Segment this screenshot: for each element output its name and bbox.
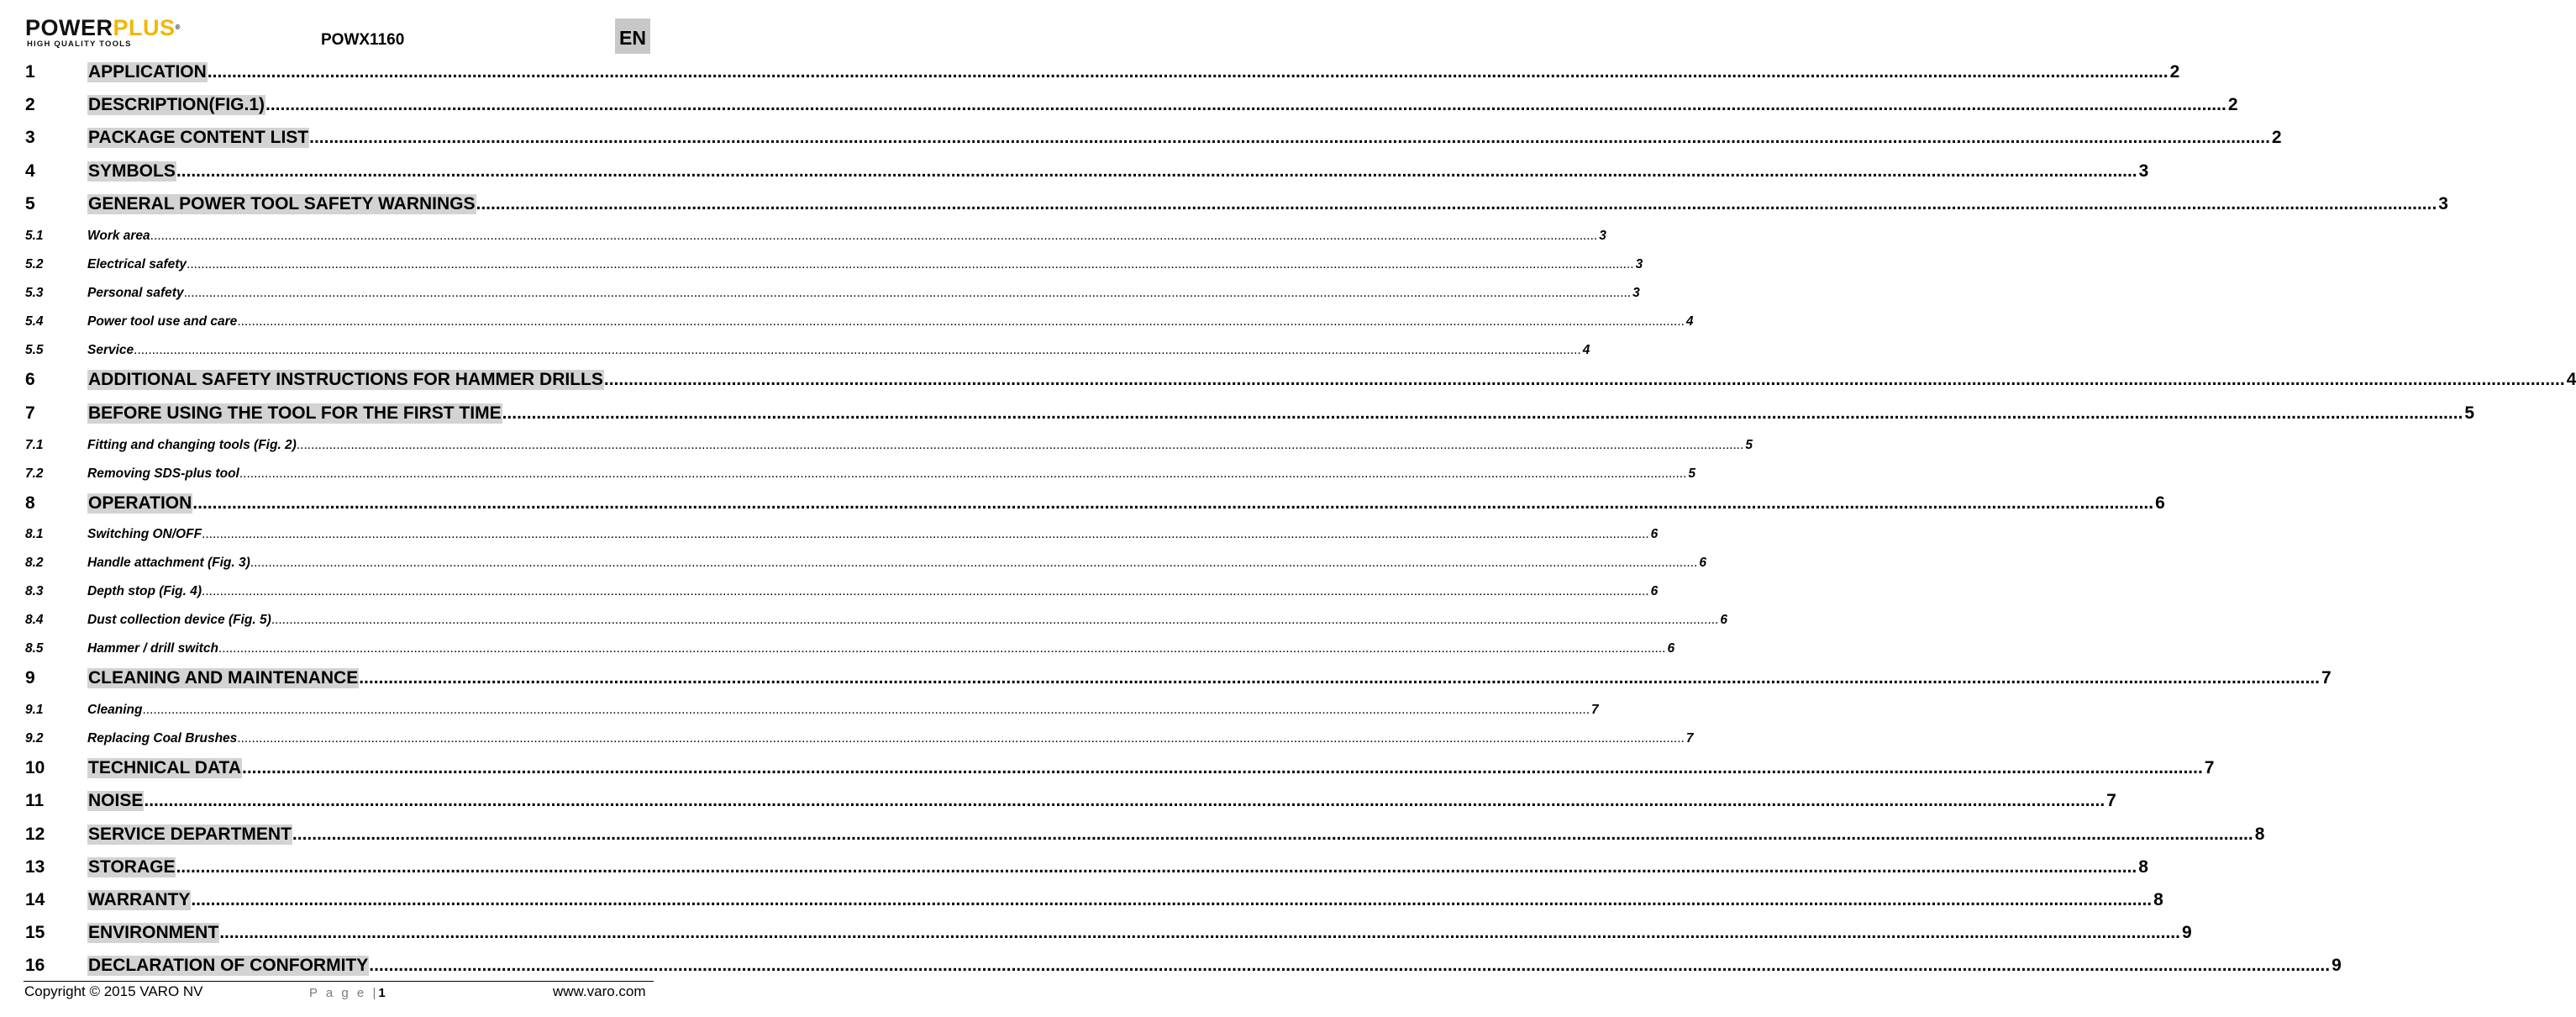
toc-row[interactable]: [25, 556, 1706, 571]
toc-row[interactable]: [25, 286, 1640, 301]
toc-number: 5.5: [25, 343, 44, 357]
toc-page-number: 7: [2204, 758, 2215, 777]
toc-page-number: 6: [1650, 527, 1659, 541]
toc-page-number: 5: [1745, 438, 1753, 452]
logo-text-power: POWER: [25, 15, 113, 40]
page-separator: |: [372, 986, 379, 1000]
model-number: POWX1160: [321, 31, 405, 49]
toc-number: 5.1: [25, 229, 44, 243]
toc-title: SYMBOLS: [88, 161, 176, 181]
page-label: P a g e: [309, 986, 367, 1000]
toc-leader-dots: ................................................................................................................................................................................................................................................................................................................................................................................................................: [202, 527, 1649, 541]
toc-page-number: 8: [2153, 890, 2163, 909]
toc-row[interactable]: [25, 857, 2148, 877]
toc-number: 7: [25, 403, 35, 423]
toc-page-number: 6: [1699, 556, 1706, 570]
toc-title: TECHNICAL DATA: [88, 758, 241, 777]
toc-row[interactable]: [25, 128, 2282, 148]
toc-row[interactable]: [25, 731, 1694, 746]
toc-number: 8.2: [25, 556, 44, 570]
toc-title: OPERATION: [88, 493, 192, 513]
toc-number: 9.2: [25, 731, 44, 746]
toc-leader-dots: ................................................................................................................................................................................................................................................................................................................................................................................................................: [150, 229, 1598, 243]
toc-leader-dots: ................................................................................................................................................................................................................................................................................................................................................................................................................: [191, 890, 2153, 909]
toc-number: 14: [25, 890, 45, 909]
toc-title: Service: [87, 343, 134, 357]
toc-page-number: 3: [1635, 257, 1643, 271]
toc-page-number: 3: [1632, 286, 1640, 300]
toc-row[interactable]: [25, 791, 2116, 811]
toc-number: 8.5: [25, 641, 44, 656]
toc-row[interactable]: [25, 257, 1643, 272]
toc-number: 4: [25, 161, 35, 181]
toc-page-number: 9: [2181, 923, 2192, 942]
toc-leader-dots: ................................................................................................................................................................................................................................................................................................................................................................................................................: [271, 613, 1719, 627]
toc-leader-dots: ................................................................................................................................................................................................................................................................................................................................................................................................................: [187, 257, 1634, 271]
toc-page-number: 3: [2138, 161, 2149, 181]
toc-row[interactable]: [25, 62, 2180, 82]
toc-page-number: 6: [2155, 493, 2165, 513]
toc-title: Power tool use and care: [87, 314, 238, 329]
toc-leader-dots: ................................................................................................................................................................................................................................................................................................................................................................................................................: [219, 923, 2180, 942]
toc-title: Dust collection device (Fig. 5): [87, 613, 271, 627]
toc-title: WARRANTY: [88, 890, 191, 909]
logo-text-plus: PLUS: [113, 15, 176, 40]
toc-title: PACKAGE CONTENT LIST: [88, 128, 309, 147]
toc-leader-dots: ................................................................................................................................................................................................................................................................................................................................................................................................................: [142, 703, 1590, 717]
toc-leader-dots: ................................................................................................................................................................................................................................................................................................................................................................................................................: [296, 438, 1744, 452]
toc-title: Depth stop (Fig. 4): [87, 584, 202, 598]
toc-number: 8.1: [25, 527, 44, 541]
toc-page-number: 4: [1685, 314, 1694, 329]
toc-number: 15: [25, 923, 45, 942]
toc-row[interactable]: [25, 923, 2192, 943]
toc-page-number: 7: [2106, 791, 2116, 810]
toc-number: 11: [25, 791, 45, 810]
toc-leader-dots: ................................................................................................................................................................................................................................................................................................................................................................................................................: [292, 825, 2253, 844]
toc-number: 5.4: [25, 314, 44, 329]
toc-title: Hammer / drill switch: [87, 641, 218, 656]
toc-row[interactable]: [25, 161, 2149, 182]
toc-leader-dots: ................................................................................................................................................................................................................................................................................................................................................................................................................: [242, 758, 2203, 777]
toc-number: 8.4: [25, 613, 44, 627]
toc-leader-dots: ................................................................................................................................................................................................................................................................................................................................................................................................................: [309, 128, 2270, 147]
toc-row[interactable]: [25, 229, 1606, 244]
toc-number: 10: [25, 758, 45, 777]
toc-title: NOISE: [88, 791, 144, 810]
toc-number: 12: [25, 825, 45, 844]
toc-page-number: 9: [2332, 956, 2342, 975]
toc-page-number: 3: [2438, 194, 2448, 213]
registered-mark: ®: [175, 24, 181, 31]
toc-page-number: 2: [2227, 95, 2238, 114]
toc-number: 2: [25, 95, 35, 114]
toc-title: Fitting and changing tools (Fig. 2): [87, 438, 297, 452]
toc-leader-dots: ................................................................................................................................................................................................................................................................................................................................................................................................................: [183, 286, 1632, 300]
toc-row[interactable]: [25, 493, 2165, 514]
toc-leader-dots: ................................................................................................................................................................................................................................................................................................................................................................................................................: [237, 314, 1685, 329]
toc-title: Work area: [87, 229, 150, 243]
toc-title: BEFORE USING THE TOOL FOR THE FIRST TIME: [88, 403, 502, 423]
toc-page-number: 6: [1720, 613, 1727, 627]
toc-page-number: 8: [2138, 857, 2148, 877]
toc-leader-dots: ................................................................................................................................................................................................................................................................................................................................................................................................................: [134, 343, 1581, 357]
toc-row[interactable]: [25, 438, 1753, 453]
toc-leader-dots: ................................................................................................................................................................................................................................................................................................................................................................................................................: [502, 403, 2463, 423]
toc-title: CLEANING AND MAINTENANCE: [88, 668, 359, 688]
toc-row[interactable]: [25, 403, 2475, 424]
toc-leader-dots: ................................................................................................................................................................................................................................................................................................................................................................................................................: [369, 956, 2331, 975]
toc-title: Replacing Coal Brushes: [87, 731, 238, 746]
logo-tagline: HIGH QUALITY TOOLS: [27, 40, 132, 49]
toc-number: 3: [25, 128, 35, 147]
toc-row[interactable]: [25, 584, 1659, 599]
toc-number: 7.2: [25, 466, 44, 481]
toc-row[interactable]: [25, 527, 1659, 542]
toc-row[interactable]: [25, 314, 1694, 329]
toc-leader-dots: ................................................................................................................................................................................................................................................................................................................................................................................................................: [176, 857, 2137, 877]
toc-row[interactable]: [25, 703, 1599, 718]
toc-leader-dots: ................................................................................................................................................................................................................................................................................................................................................................................................................: [476, 194, 2437, 213]
toc-row[interactable]: [25, 668, 2332, 688]
toc-leader-dots: ................................................................................................................................................................................................................................................................................................................................................................................................................: [202, 584, 1649, 598]
toc-page-number: 5: [2464, 403, 2475, 423]
toc-title: ADDITIONAL SAFETY INSTRUCTIONS FOR HAMMER DRILLS: [88, 370, 603, 389]
toc-row[interactable]: [25, 825, 2265, 845]
toc-row[interactable]: [25, 758, 2215, 778]
toc-page-number: 3: [1599, 229, 1606, 243]
toc-leader-dots: ................................................................................................................................................................................................................................................................................................................................................................................................................: [192, 493, 2154, 513]
toc-title: DESCRIPTION(FIG.1): [88, 95, 265, 114]
toc-number: 1: [25, 62, 35, 82]
footer-divider: [24, 981, 654, 982]
toc-title: SERVICE DEPARTMENT: [88, 825, 292, 844]
toc-row[interactable]: [25, 641, 1675, 656]
toc-page-number: 4: [2566, 370, 2576, 389]
toc-leader-dots: ................................................................................................................................................................................................................................................................................................................................................................................................................: [603, 370, 2565, 389]
toc-page-number: 4: [1582, 343, 1590, 357]
toc-row[interactable]: [25, 466, 1696, 482]
toc-row[interactable]: [25, 956, 2342, 976]
toc-title: APPLICATION: [88, 62, 207, 82]
toc-row[interactable]: [25, 194, 2448, 214]
language-badge: EN: [615, 18, 650, 54]
toc-row[interactable]: [25, 370, 2576, 390]
toc-title: ENVIRONMENT: [88, 923, 219, 942]
toc-page-number: 7: [1591, 703, 1599, 717]
toc-page-number: 7: [1685, 731, 1694, 746]
toc-row[interactable]: [25, 95, 2238, 115]
toc-number: 13: [25, 857, 45, 877]
toc-leader-dots: ................................................................................................................................................................................................................................................................................................................................................................................................................: [207, 62, 2169, 82]
toc-leader-dots: ................................................................................................................................................................................................................................................................................................................................................................................................................: [265, 95, 2226, 114]
toc-number: 7.1: [25, 438, 44, 452]
toc-number: 5.2: [25, 257, 44, 271]
toc-leader-dots: ................................................................................................................................................................................................................................................................................................................................................................................................................: [144, 791, 2105, 810]
toc-page-number: 7: [2321, 668, 2332, 688]
toc-title: GENERAL POWER TOOL SAFETY WARNINGS: [88, 194, 476, 213]
toc-title: Removing SDS-plus tool: [87, 466, 239, 481]
toc-number: 5: [25, 194, 35, 213]
copyright-text: Copyright © 2015 VARO NV: [24, 983, 203, 999]
toc-leader-dots: ................................................................................................................................................................................................................................................................................................................................................................................................................: [359, 668, 2321, 688]
toc-title: Switching ON/OFF: [87, 527, 202, 541]
toc-number: 16: [25, 956, 45, 975]
toc-page-number: 6: [1650, 584, 1659, 598]
toc-leader-dots: ................................................................................................................................................................................................................................................................................................................................................................................................................: [218, 641, 1666, 656]
toc-page-number: 5: [1688, 466, 1696, 481]
toc-number: 9.1: [25, 703, 44, 717]
toc-title: DECLARATION OF CONFORMITY: [88, 956, 369, 975]
toc-title: Personal safety: [87, 286, 184, 300]
toc-title: Electrical safety: [87, 257, 187, 271]
toc-number: 8: [25, 493, 35, 513]
page-indicator: [309, 986, 386, 1000]
toc-leader-dots: ................................................................................................................................................................................................................................................................................................................................................................................................................: [237, 731, 1685, 746]
toc-leader-dots: ................................................................................................................................................................................................................................................................................................................................................................................................................: [239, 466, 1687, 481]
toc-page-number: 2: [2169, 62, 2180, 82]
toc-title: Cleaning: [87, 703, 143, 717]
toc-number: 9: [25, 668, 35, 688]
toc-page-number: 8: [2254, 825, 2265, 844]
toc-number: 6: [25, 370, 35, 389]
toc-title: STORAGE: [88, 857, 176, 877]
toc-page-number: 6: [1667, 641, 1675, 656]
website-url: www.varo.com: [553, 983, 646, 999]
page-number: 1: [378, 986, 386, 1000]
toc-row[interactable]: [25, 343, 1590, 358]
toc-row[interactable]: [25, 613, 1727, 628]
toc-page-number: 2: [2271, 128, 2282, 147]
toc-number: 8.3: [25, 584, 44, 598]
toc-leader-dots: ................................................................................................................................................................................................................................................................................................................................................................................................................: [250, 556, 1698, 570]
toc-row[interactable]: [25, 890, 2163, 910]
toc-title: Handle attachment (Fig. 3): [87, 556, 250, 570]
toc-leader-dots: ................................................................................................................................................................................................................................................................................................................................................................................................................: [176, 161, 2137, 181]
toc-number: 5.3: [25, 286, 44, 300]
